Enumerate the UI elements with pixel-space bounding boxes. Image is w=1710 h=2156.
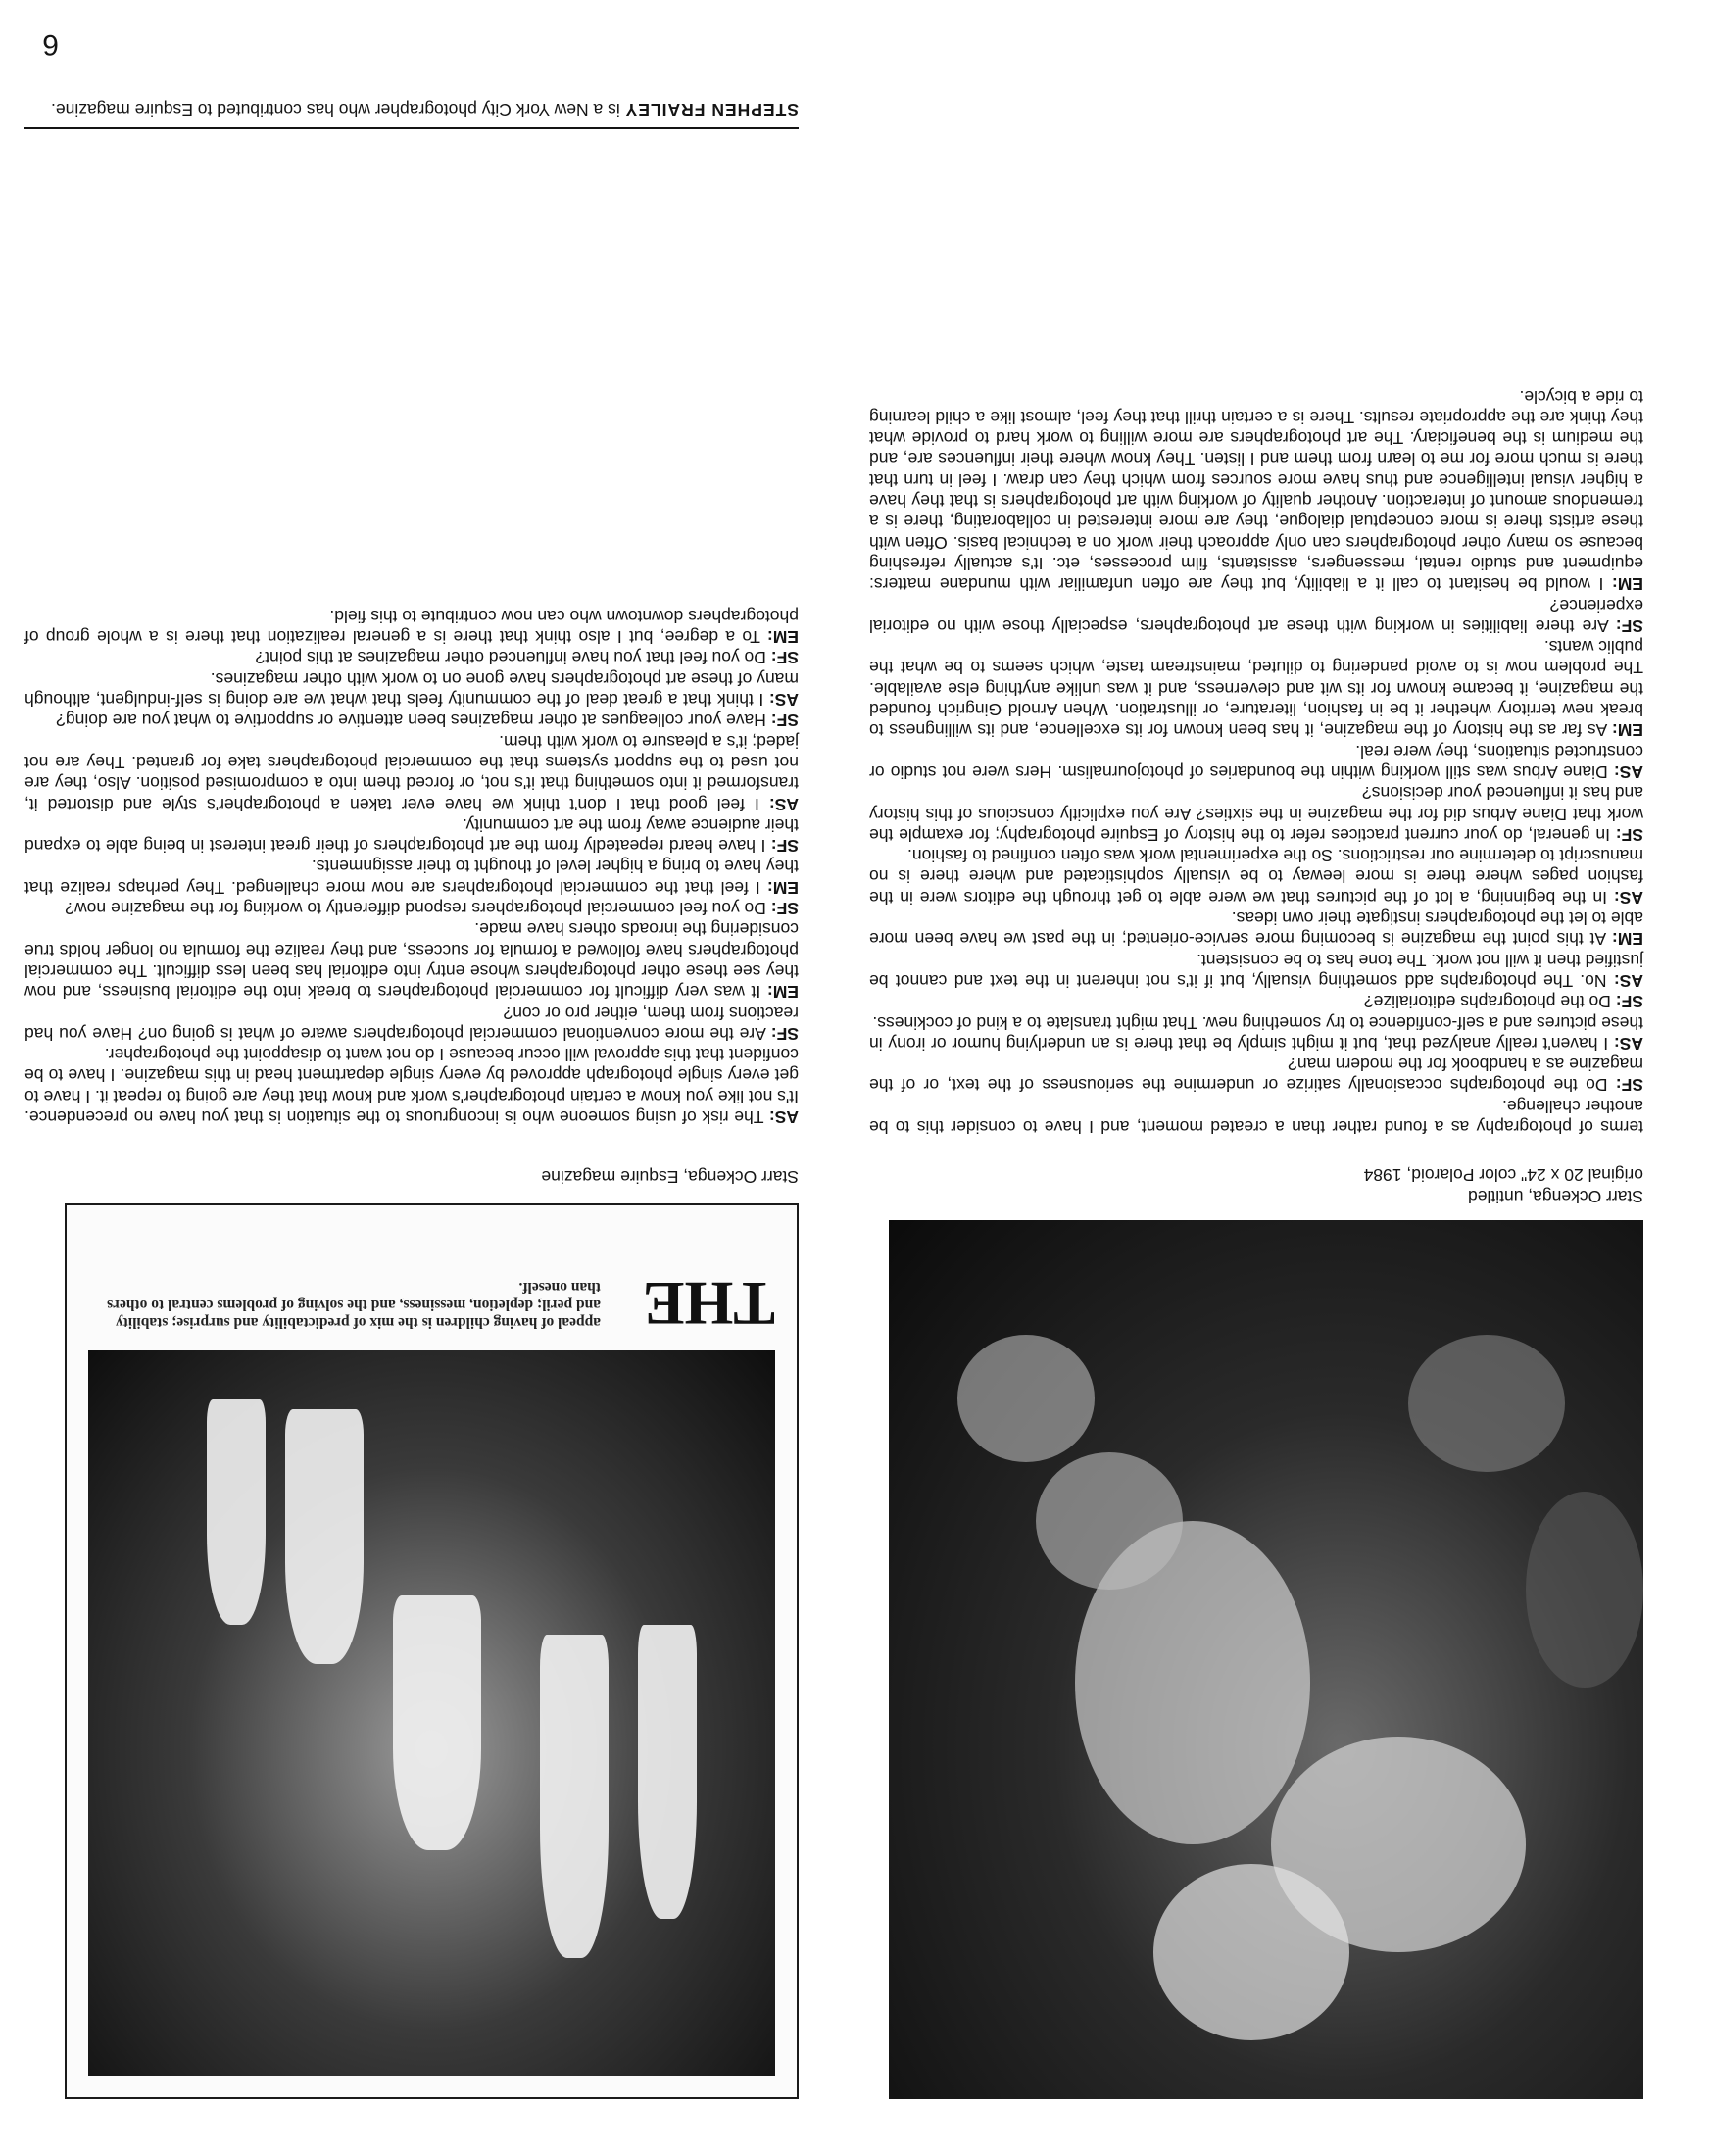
paragraph-text: No. The photographs add something visually, but if it's not inherent in the text and cannot be justified then it will not work. The tone has to be consistent. <box>869 950 1643 991</box>
magazine-dek: appeal of having children is the mix of predictability and surprise; stability and peril; depletion, messiness, and the solving of problems central to others than oneself. <box>107 1279 601 1331</box>
caption-details: original 20 x 24" color Polaroid, 1984 <box>1363 1165 1643 1185</box>
paragraph-text: I have heard repeatedly from the art photographers of their great interest in being able to expand their audience away from the art community. <box>24 814 799 857</box>
speaker-initials: AS: <box>1613 761 1643 782</box>
speaker-initials: SF: <box>770 648 799 668</box>
interview-paragraph <box>24 1044 799 1127</box>
magazine-page-reproduction <box>65 1203 799 2099</box>
speaker-initials: AS: <box>1613 887 1643 907</box>
contributor-bio <box>24 99 799 121</box>
speaker-initials: SF: <box>770 899 799 919</box>
paragraph-text: In general, do your current practices refer to the history of Esquire photography; for example the work that Diane Arbus did for the magazine in the sixties? Are you explicitly conscious of this history and has it influenced your decisions? <box>869 783 1643 845</box>
paragraph-text: I haven't really analyzed that, but it might simply be that there is an underlying humor or irony in these pictures and a self-confidence to try something new. That might translate to a kind of cockiness. <box>869 1012 1643 1054</box>
interview-paragraph <box>24 606 799 648</box>
interview-paragraph <box>24 647 799 667</box>
speaker-initials: AS: <box>768 794 799 814</box>
paragraph-text: I feel good that I don't think we have ever taken a photographer's style and distorted it, transformed it into something that it's not, or forced them into a compromised position. Also, they are not used to the support systems that the commercial photographers take for granted. They are not jaded; it's a pleasure to work with them. <box>24 731 799 814</box>
interview-column-left <box>869 385 1643 1137</box>
speaker-initials: EM: <box>766 627 799 648</box>
interview-paragraph <box>24 710 799 730</box>
speaker-initials: SF: <box>1615 992 1643 1012</box>
speaker-initials: EM: <box>1611 574 1643 595</box>
speaker-initials: EM: <box>766 982 799 1003</box>
contributor-name: STEPHEN FRAILEY <box>624 100 799 120</box>
interview-paragraph <box>869 1095 1643 1137</box>
left-photograph <box>889 1220 1643 2099</box>
speaker-initials: AS: <box>1613 970 1643 991</box>
speaker-initials: SF: <box>770 836 799 857</box>
paragraph-text: As far as the history of the magazine, it has been known for its excellence, and its willingness to break new territory whether it be in fashion, literature, or illustration. When Arnold Gingrich founded the magazine, it became known for its wit and cleverness, and it was unlike anything else available. The problem now is to avoid pandering to diluted, mainstream taste, which seems to be what the public wants. <box>869 637 1643 741</box>
interview-paragraph <box>24 814 799 857</box>
interview-column-right <box>24 606 799 1127</box>
speaker-initials: EM: <box>1611 720 1643 741</box>
page-number: 6 <box>42 28 59 61</box>
speaker-initials: AS: <box>1613 1033 1643 1054</box>
interview-paragraph <box>24 898 799 918</box>
speaker-initials: SF: <box>1615 615 1643 636</box>
paragraph-text: Do you feel that you have influenced other magazines at this point? <box>255 648 766 668</box>
speaker-initials: AS: <box>768 1107 799 1127</box>
interview-paragraph <box>869 740 1643 782</box>
interview-paragraph <box>869 1054 1643 1096</box>
paragraph-text: Do the photographs editorialize? <box>1363 992 1611 1012</box>
interview-paragraph <box>24 667 799 710</box>
magazine-headline: THE <box>642 1269 775 1339</box>
interview-paragraph <box>869 949 1643 991</box>
speaker-initials: SF: <box>770 710 799 731</box>
speaker-initials: SF: <box>770 1023 799 1044</box>
paragraph-text: In the beginning, a lot of the pictures that we were able to get through the editors were in the fashion pages where there is more leeway to be visually sophisticated and where there is no manuscript to determine our restrictions. So the experimental work was often confined to fashion. <box>869 846 1643 907</box>
paragraph-text: Do the photographs occasionally satirize or undermine the seriousness of the text, or of the magazine as a handbook for the modern man? <box>869 1054 1643 1096</box>
interview-paragraph <box>869 385 1643 594</box>
speaker-initials: EM: <box>1611 929 1643 950</box>
paragraph-text: Diane Arbus was still working within the boundaries of photojournalism. Hers were not studio or constructed situations, they were real. <box>869 741 1643 782</box>
paragraph-text: Do you feel commercial photographers respond differently to working for the magazine now? <box>65 899 766 919</box>
magazine-photograph <box>88 1350 775 2076</box>
left-photo-caption <box>889 1164 1643 1207</box>
paragraph-text: I would be hesitant to call it a liability, but they are often unfamiliar with mundane matters: equipment and studio rental, messengers, assistants, film processes, etc. It's actually refreshing because so many other photographers can only approach their work on a technical basis. Often with these artists there is more conceptual dialogue, they are more interested in collaborating, there is a tremendous amount of interaction. Another quality of working with art photographers is that they have a higher visual intelligence and thus have more sources from which they can draw. I feel in turn that there is much more for me to learn from them and I listen. They know where their influences are, and the medium is the beneficiary. The art photographers are more willing to work hard to provide what they think are the appropriate results. There is a certain thrill that they feel, almost like a child learning to ride a bicycle. <box>869 386 1643 595</box>
magazine-photo-credit <box>92 1764 106 2058</box>
paragraph-text: It was very difficult for commercial photographers to break into the editorial business, and now they see these other photographers whose entry into editorial has been less difficult. The commercial photographers have followed a formula for success, and they realize the formula no longer holds true considering the inroads others have made. <box>24 919 799 1003</box>
interview-paragraph <box>24 856 799 898</box>
magazine-caption: Starr Ockenga, Esquire magazine <box>541 1167 799 1187</box>
interview-paragraph <box>24 1002 799 1044</box>
paragraph-text: terms of photography as a found rather than a created moment, and I have to consider this to be another challenge. <box>869 1096 1643 1137</box>
paragraph-text: I think that a great deal of the community feels that what we are doing is self-indulgent, although many of these art photographers have gone on to work with other magazines. <box>24 668 799 710</box>
interview-paragraph <box>869 1011 1643 1054</box>
speaker-initials: EM: <box>766 877 799 898</box>
paragraph-text: I feel that the commercial photographers are now more challenged. They perhaps realize that they have to bring a higher level of thought to their assignments. <box>24 857 799 898</box>
paragraph-text: Have your colleagues at other magazines been attentive or supportive to what you are doing? <box>56 710 766 731</box>
interview-paragraph <box>869 845 1643 907</box>
speaker-initials: SF: <box>1615 824 1643 845</box>
bio-divider <box>24 127 799 129</box>
paragraph-text: The risk of using someone who is incongruous to the situation is that you have no precendence. It's not like you know a certain photographer's work and know that they are going to repeat it. I have to get every single photograph approved by every single department head in this magazine. I have to be confident that this approval will occur because I do not want to disappoint the photographer. <box>24 1045 799 1127</box>
interview-paragraph <box>869 636 1643 740</box>
interview-paragraph <box>869 907 1643 950</box>
paragraph-text: To a degree, but I also think that there is a general realization that there is a whole group of photographers downtown who can now contribute to this field. <box>24 606 799 648</box>
caption-title: Starr Ockenga, untitled <box>1468 1187 1643 1206</box>
speaker-initials: SF: <box>1615 1075 1643 1096</box>
speaker-initials: AS: <box>768 690 799 710</box>
interview-paragraph <box>869 782 1643 845</box>
interview-paragraph <box>869 594 1643 636</box>
interview-paragraph <box>24 918 799 1002</box>
paragraph-text: Are the more conventional commercial photographers aware of what is going on? Have you had reactions from them, either pro or con? <box>24 1003 799 1044</box>
contributor-bio-text: is a New York City photographer who has contributed to Esquire magazine. <box>51 100 625 120</box>
paragraph-text: Are there liabilities in working with these art photographers, especially those with no editorial experience? <box>869 595 1643 636</box>
interview-paragraph <box>24 730 799 813</box>
interview-paragraph <box>869 991 1643 1011</box>
paragraph-text: At this point the magazine is becoming more service-oriented; in the past we have been more able to let the photographers instigate their own ideas. <box>869 908 1643 950</box>
